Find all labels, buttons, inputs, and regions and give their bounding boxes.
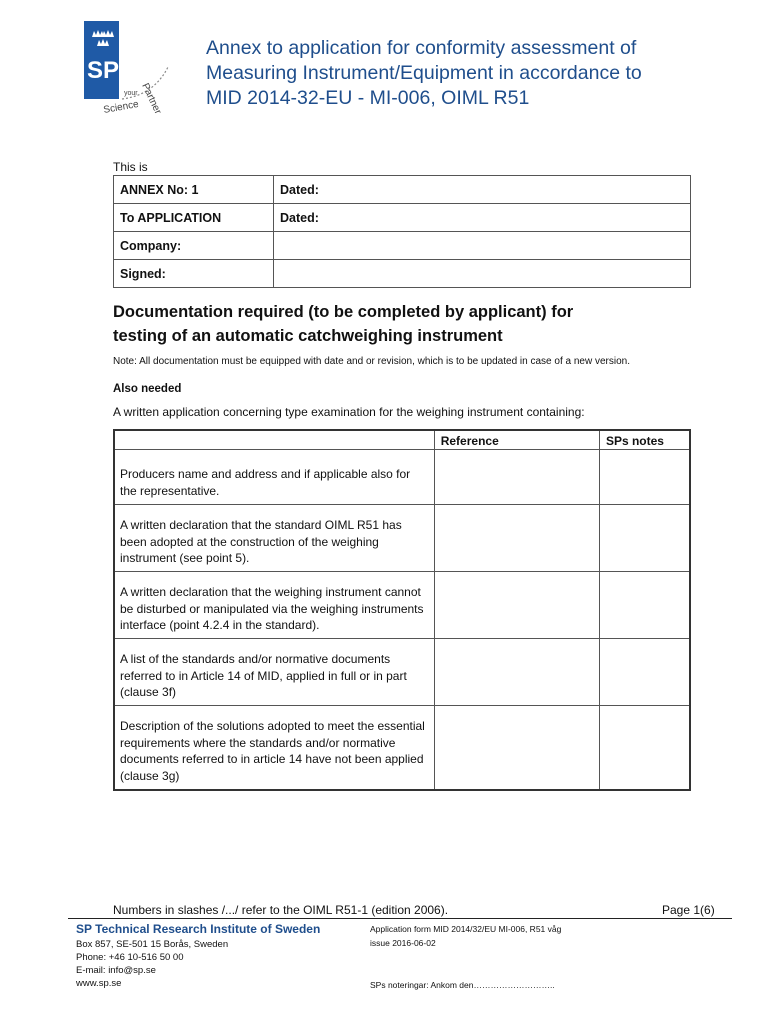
meta-value[interactable]: Dated:: [274, 204, 691, 232]
table-row: [114, 706, 690, 791]
intro-text: A written application concerning type examination for the weighing instrument containing:: [113, 405, 585, 419]
document-title: [206, 36, 726, 111]
footer-divider: [68, 918, 732, 919]
meta-row-company: [114, 232, 691, 260]
this-is-label: This is: [113, 160, 148, 174]
meta-label: To APPLICATION: [114, 204, 274, 232]
sp-notes-received: SPs noteringar: Ankom den………………………..: [370, 980, 555, 990]
table-row: [114, 450, 690, 505]
sp-logo: [84, 15, 188, 119]
phone-line: Phone: +46 10-516 50 00: [76, 952, 184, 963]
footer-form-info: [370, 922, 561, 950]
meta-row-annex: [114, 176, 691, 204]
svg-text:your: your: [124, 90, 138, 97]
title-line: MID 2014-32-EU - MI-006, OIML R51: [206, 87, 530, 109]
requirement-text: Description of the solutions adopted to meet the essential requirements where the standards and/or normative documents referred to in article 14 have not been applied (clause 3g): [114, 706, 434, 791]
email-line: E-mail: info@sp.se: [76, 965, 156, 976]
table-header-row: [114, 430, 690, 450]
svg-text:Partner: Partner: [139, 81, 164, 116]
meta-label: Company:: [114, 232, 274, 260]
reference-cell[interactable]: [434, 505, 599, 572]
heading-line: testing of an automatic catchweighing instrument: [113, 327, 503, 345]
meta-value[interactable]: [274, 232, 691, 260]
annex-meta-table: [113, 175, 691, 288]
address-line: Box 857, SE-501 15 Borås, Sweden: [76, 939, 229, 950]
meta-label: ANNEX No: 1: [114, 176, 274, 204]
reference-cell[interactable]: [434, 572, 599, 639]
meta-label: Signed:: [114, 260, 274, 288]
slash-note: Numbers in slashes /.../ refer to the OIML R51-1 (edition 2006).: [113, 903, 449, 917]
documentation-note: Note: All documentation must be equipped with date and or revision, which is to be updated in case of a new version.: [113, 356, 630, 367]
title-line: Annex to application for conformity assessment of: [206, 37, 637, 59]
header-sp-notes: SPs notes: [599, 430, 690, 450]
form-issue: issue 2016-06-02: [370, 938, 436, 948]
sp-notes-cell[interactable]: [599, 639, 690, 706]
requirement-text: Producers name and address and if applicable also for the representative.: [114, 450, 434, 505]
section-heading: [113, 300, 713, 348]
form-name: Application form MID 2014/32/EU MI-006, R51 våg: [370, 924, 562, 934]
footer-organization: SP Technical Research Institute of Sweden: [76, 922, 321, 936]
header-description: [114, 430, 434, 450]
page-number: Page 1(6): [662, 903, 715, 917]
meta-value[interactable]: Dated:: [274, 176, 691, 204]
table-row: [114, 639, 690, 706]
also-needed-label: Also needed: [113, 383, 182, 395]
requirement-text: A list of the standards and/or normative documents referred to in Article 14 of MID, applied in full or in part (clause 3f): [114, 639, 434, 706]
requirement-text: A written declaration that the weighing instrument cannot be disturbed or manipulated via the weighing instruments interface (point 4.2.4 in the standard).: [114, 572, 434, 639]
reference-cell[interactable]: [434, 450, 599, 505]
sp-notes-cell[interactable]: [599, 706, 690, 791]
requirement-text: A written declaration that the standard OIML R51 has been adopted at the construction of the weighing instrument (see point 5).: [114, 505, 434, 572]
table-row: [114, 505, 690, 572]
table-row: [114, 572, 690, 639]
reference-cell[interactable]: [434, 639, 599, 706]
svg-text:Science: Science: [102, 98, 140, 116]
sp-notes-cell[interactable]: [599, 572, 690, 639]
sp-notes-cell[interactable]: [599, 450, 690, 505]
footer-address: [76, 938, 228, 990]
header-reference: Reference: [434, 430, 599, 450]
website-line: www.sp.se: [76, 978, 122, 989]
svg-text:SP: SP: [87, 57, 120, 84]
sp-notes-cell[interactable]: [599, 505, 690, 572]
documentation-table: [113, 429, 691, 791]
meta-row-application: [114, 204, 691, 232]
heading-line: Documentation required (to be completed by applicant) for: [113, 303, 574, 321]
reference-cell[interactable]: [434, 706, 599, 791]
meta-row-signed: [114, 260, 691, 288]
meta-value[interactable]: [274, 260, 691, 288]
title-line: Measuring Instrument/Equipment in accordance to: [206, 62, 642, 84]
